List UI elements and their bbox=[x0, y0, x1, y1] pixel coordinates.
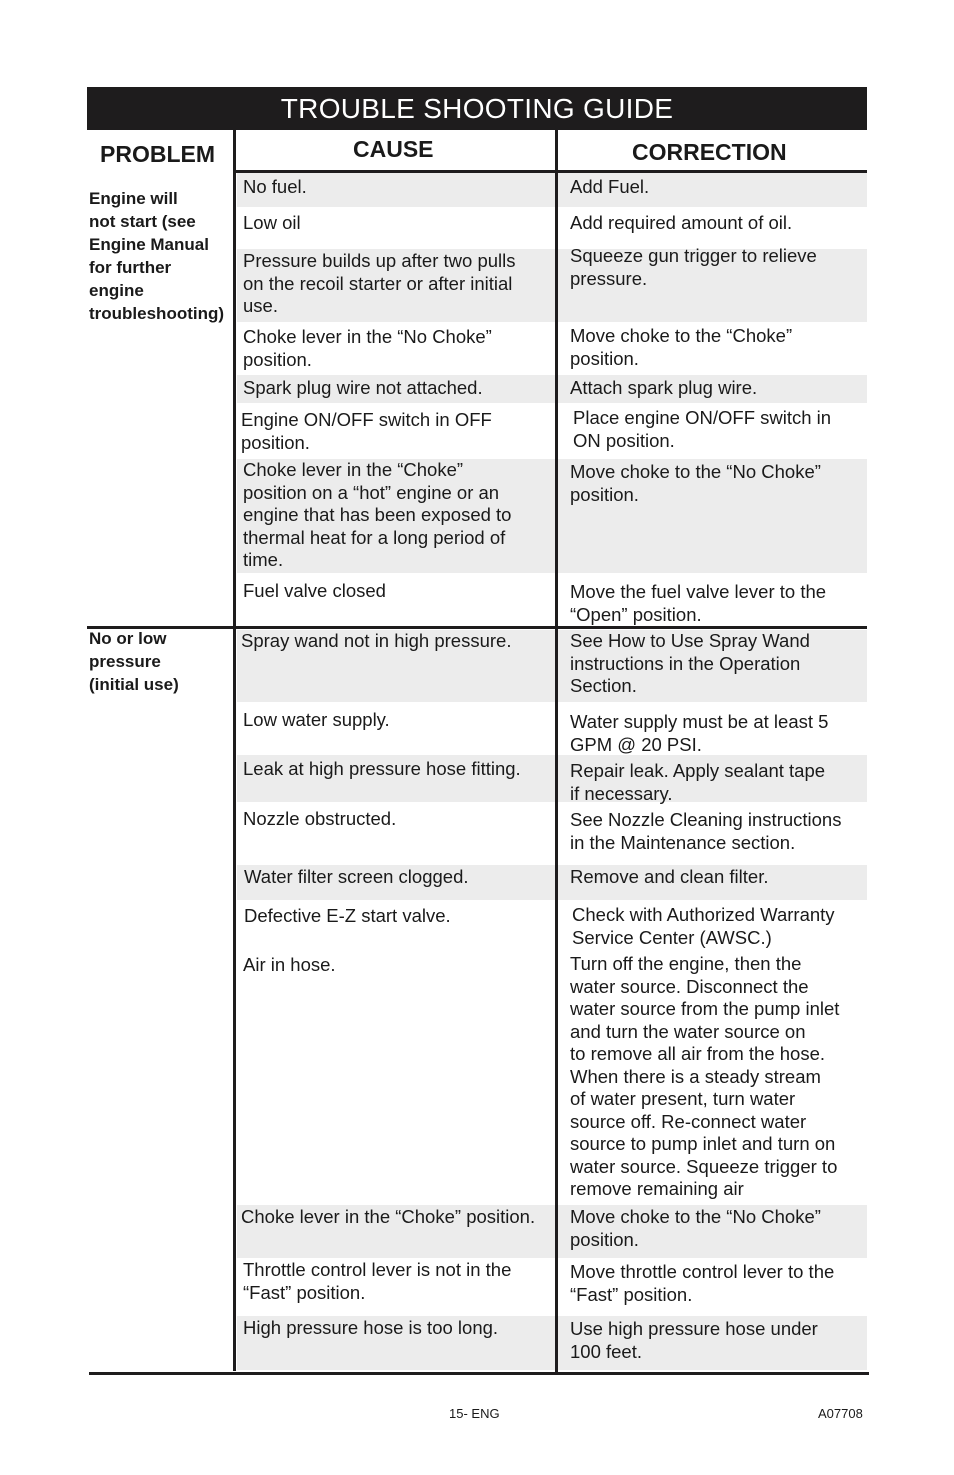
correction-cell: Move choke to the “No Choke” position. bbox=[570, 1206, 821, 1250]
table-bottom-rule bbox=[89, 1372, 869, 1375]
cause-cell: High pressure hose is too long. bbox=[243, 1317, 499, 1338]
cause-cell: Low water supply. bbox=[243, 709, 390, 730]
problem-engine-no-start: Engine will not start (see Engine Manual for further engine troubleshooting) bbox=[89, 189, 225, 323]
problem-cause-divider bbox=[233, 130, 236, 1371]
correction-cell: Move choke to the “No Choke” position. bbox=[570, 461, 821, 505]
cause-correction-divider bbox=[555, 130, 558, 1373]
correction-cell: Remove and clean filter. bbox=[570, 866, 769, 887]
correction-header: CORRECTION bbox=[632, 139, 787, 165]
cause-cell: Nozzle obstructed. bbox=[243, 808, 397, 829]
correction-cell: Water supply must be at least 5 GPM @ 20 PSI. bbox=[570, 711, 829, 755]
problem-header: PROBLEM bbox=[100, 141, 215, 167]
correction-cell: Add Fuel. bbox=[570, 176, 650, 197]
correction-cell: Turn off the engine, then the water source. Disconnect the water source from the pump inlet and turn the water source on to remove all air from the hose. When there is a steady stream of water present, turn water source off. Re-connect water source to pump inlet and turn on water source. Squeeze trigger to remove remaining air bbox=[570, 953, 840, 1199]
correction-cell: Check with Authorized Warranty Service Center (AWSC.) bbox=[572, 904, 835, 948]
cause-header: CAUSE bbox=[353, 136, 434, 162]
correction-cell: Add required amount of oil. bbox=[570, 212, 793, 233]
cause-cell: Choke lever in the “No Choke” position. bbox=[243, 326, 492, 370]
correction-cell: Move choke to the “Choke” position. bbox=[570, 325, 793, 369]
cause-cell: Air in hose. bbox=[243, 954, 336, 975]
cause-cell: No fuel. bbox=[243, 176, 307, 197]
cause-cell: Pressure builds up after two pulls on the recoil starter or after initial use. bbox=[243, 250, 516, 316]
problem-low-pressure: No or low pressure (initial use) bbox=[89, 629, 179, 694]
cause-cell: Leak at high pressure hose fitting. bbox=[243, 758, 521, 779]
correction-cell: See How to Use Spray Wand instructions in the Operation Section. bbox=[570, 630, 810, 696]
correction-cell: Use high pressure hose under 100 feet. bbox=[570, 1318, 818, 1362]
header-divider bbox=[234, 170, 867, 173]
correction-cell: Move the fuel valve lever to the “Open” position. bbox=[570, 581, 827, 625]
cause-cell: Low oil bbox=[243, 212, 301, 233]
correction-cell: See Nozzle Cleaning instructions in the Maintenance section. bbox=[570, 809, 842, 853]
document-code: A07708 bbox=[818, 1406, 863, 1421]
page-title: TROUBLE SHOOTING GUIDE bbox=[87, 87, 867, 130]
correction-cell: Move throttle control lever to the “Fast” position. bbox=[570, 1261, 835, 1305]
cause-cell: Spark plug wire not attached. bbox=[243, 377, 483, 398]
cause-cell: Throttle control lever is not in the “Fast” position. bbox=[243, 1259, 512, 1303]
correction-cell: Attach spark plug wire. bbox=[570, 377, 758, 398]
cause-cell: Water filter screen clogged. bbox=[244, 866, 469, 887]
correction-cell: Repair leak. Apply sealant tape if necessary. bbox=[570, 760, 826, 804]
cause-cell: Defective E-Z start valve. bbox=[244, 905, 451, 926]
cause-cell: Choke lever in the “Choke” position. bbox=[241, 1206, 536, 1227]
page-number: 15- ENG bbox=[449, 1406, 500, 1421]
correction-cell: Place engine ON/OFF switch in ON position. bbox=[573, 407, 832, 451]
cause-cell: Fuel valve closed bbox=[243, 580, 386, 601]
cause-cell: Engine ON/OFF switch in OFF position. bbox=[241, 409, 492, 453]
cause-cell: Choke lever in the “Choke” position on a “hot” engine or an engine that has been exposed to thermal heat for a long period of time. bbox=[243, 459, 512, 570]
correction-cell: Squeeze gun trigger to relieve pressure. bbox=[570, 245, 817, 289]
cause-cell: Spray wand not in high pressure. bbox=[241, 630, 512, 651]
